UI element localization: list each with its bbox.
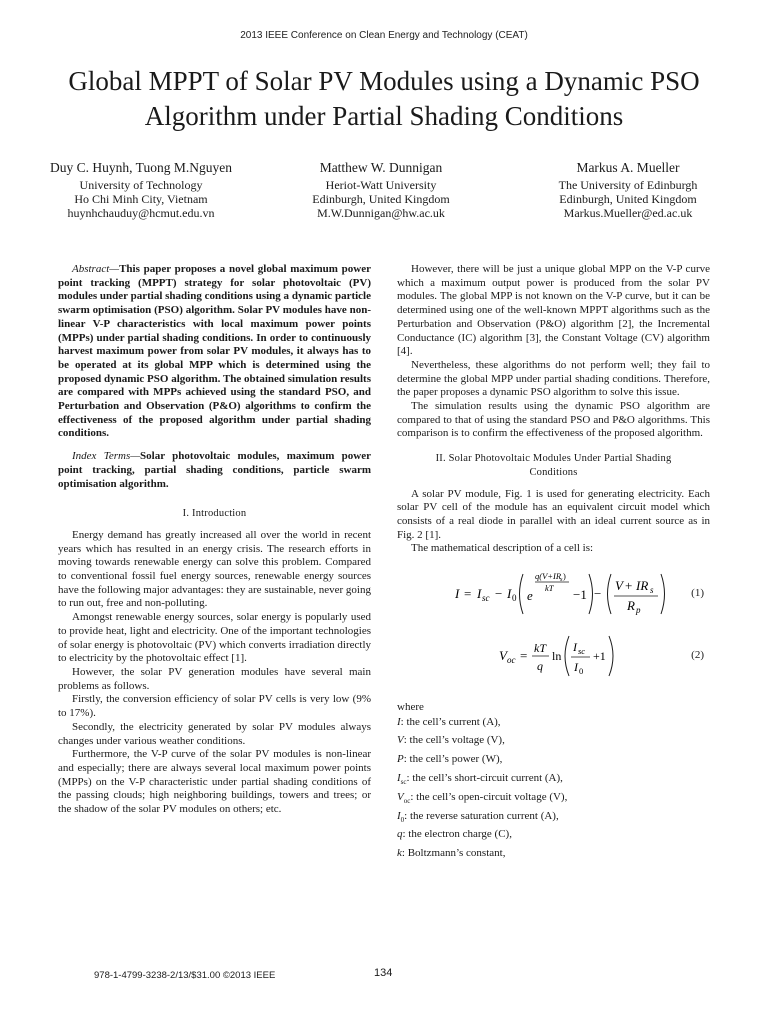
equation-1-formula xyxy=(455,566,725,624)
svg-text:sc: sc xyxy=(482,593,490,604)
body-paragraph: However, there will be just a unique global MPP on the V-P curve which a maximum output power is produced from the solar PV modules. The global MPP is not known on the V-P curve, but it can be determined using one of the well-known MPPT algorithms such as the Perturbation and Observation (P&O) algorithm [2], the Incremental Conductance (IC) algorithm [3], the Constant Voltage (CV) algorithm [4]. xyxy=(397,263,710,358)
right-column xyxy=(397,263,710,865)
intro-paragraph: However, the solar PV generation modules have several main problems as follows. xyxy=(58,665,371,692)
svg-text:IR: IR xyxy=(636,578,649,594)
left-column xyxy=(58,263,371,817)
symbol-definitions xyxy=(397,700,710,865)
equation-2-formula xyxy=(499,628,699,688)
svg-text:q(V+IR: q(V+IR xyxy=(535,571,562,582)
svg-text:−: − xyxy=(594,586,602,602)
svg-text:V: V xyxy=(615,578,623,594)
definition-item: k: Boltzmann’s constant, xyxy=(397,847,506,860)
svg-text:kT: kT xyxy=(534,641,546,656)
definition-item: q: the electron charge (C), xyxy=(397,828,512,841)
index-terms xyxy=(58,450,371,491)
intro-paragraph: Secondly, the electricity generated by solar PV modules always changes under various weather conditions. xyxy=(58,720,371,747)
body-paragraph: A solar PV module, Fig. 1 is used for generating electricity. Each solar PV cell of the module has an equivalent circuit model which consists of a real diode in parallel with an ideal current source as in Fig. 2 [1]. xyxy=(397,487,710,541)
definition-item: I: the cell’s current (A), xyxy=(397,715,501,728)
equation-2 xyxy=(397,628,710,688)
definition-item: V: the cell’s voltage (V), xyxy=(397,734,505,747)
intro-paragraph: Amongst renewable energy sources, solar energy is popularly used to provide heat, light and electricity. One of the important technologies of solar energy is photovoltaic (PV) which converts irradiation directly to electricity by the photovoltaic effect [1]. xyxy=(58,611,371,665)
author-email: Markus.Mueller@ed.ac.uk xyxy=(563,206,693,220)
page-number: 134 xyxy=(374,967,393,979)
svg-text:+1: +1 xyxy=(593,649,606,664)
author-affiliation: Heriot-Watt University xyxy=(325,178,437,192)
footer-isbn: 978-1-4799-3238-2/13/$31.00 ©2013 IEEE xyxy=(94,970,276,981)
section-heading-introduction: I. Introduction xyxy=(182,508,247,520)
author-name: Markus A. Mueller xyxy=(576,160,680,175)
author-name: Duy C. Huynh, Tuong M.Nguyen xyxy=(50,160,232,175)
svg-text:kT: kT xyxy=(545,583,554,594)
svg-text:=: = xyxy=(464,586,472,602)
intro-paragraph: Firstly, the conversion efficiency of solar PV cells is very low (9% to 17%). xyxy=(58,693,371,720)
conference-header: 2013 IEEE Conference on Clean Energy and Technology (CEAT) xyxy=(240,30,528,41)
svg-text:s: s xyxy=(650,585,654,596)
index-terms-text: Solar photovoltaic modules, maximum power point tracking, partial shading conditions, particle swarm optimisation algorithm. xyxy=(58,450,371,490)
svg-text:): ) xyxy=(563,571,566,582)
author-email: huynhchauduy@hcmut.edu.vn xyxy=(67,206,215,220)
section-heading-solar-pv: II. Solar Photovoltaic Modules Under Partial Shading Conditions xyxy=(435,453,672,478)
svg-text:I: I xyxy=(455,586,460,602)
svg-text:0: 0 xyxy=(579,666,584,677)
author-affiliation: University of Technology xyxy=(79,178,203,192)
svg-text:R: R xyxy=(627,598,635,614)
index-terms-label: Index Terms— xyxy=(72,450,141,463)
svg-text:sc: sc xyxy=(578,646,586,657)
svg-text:s: s xyxy=(560,576,563,584)
svg-text:I: I xyxy=(507,586,512,602)
definition-item: $V_{oc}$: the cell’s open-circuit voltage (V), xyxy=(397,790,568,805)
svg-text:+: + xyxy=(625,578,633,594)
equation-1-number: (1) xyxy=(691,587,704,600)
intro-paragraph: Furthermore, the V-P curve of the solar PV modules is non-linear and especially; there are always several local maximum power points (MPPs) on the V-P characteristic under partial shading conditions of the passing clouds; high neighboring buildings, towers and trees; or the shadow of the solar PV modules on others; etc. xyxy=(58,748,371,816)
author-block-1 xyxy=(36,161,246,220)
svg-text:oc: oc xyxy=(507,655,516,666)
svg-text:V: V xyxy=(499,648,507,664)
abstract-text: This paper proposes a novel global maximum power point tracking (MPPT) strategy for solar photovoltaic (PV) modules under partial shading conditions using a dynamic particle swarm optimisation (PSO) algorithm. Solar PV modules have non-linear V-P characteristics with local maximum power points (MPPs) under partial shading conditions. In order to continuously harvest maximum power from solar PV modules, it always has to be operated at its global MPP which is determined using the proposed dynamic PSO algorithm. The obtained simulation results are compared with MPPs achieved using the standard PSO, and Perturbation and Observation (P&O) algorithms to confirm the effectiveness of the proposed algorithm under partial shading conditions. xyxy=(58,263,371,440)
svg-text:−: − xyxy=(495,586,503,602)
abstract-label: Abstract— xyxy=(72,263,120,275)
abstract xyxy=(58,263,371,441)
author-location: Ho Chi Minh City, Vietnam xyxy=(74,192,208,206)
paper-title: Global MPPT of Solar PV Modules using a Dynamic PSO Algorithm under Partial Shading Conditions xyxy=(68,66,700,131)
where-label: where xyxy=(397,701,424,714)
author-block-3 xyxy=(528,161,728,220)
definition-item: $I_{sc}$: the cell’s short-circuit current (A), xyxy=(397,772,563,787)
definition-item: $I_0$: the reverse saturation current (A), xyxy=(397,809,559,824)
definition-item: P: the cell’s power (W), xyxy=(397,753,503,766)
intro-paragraph: Energy demand has greatly increased all over the world in recent years which has resulted in an energy crisis. The research efforts in moving towards renewable energy can solve this problem. Compared to conventional fossil fuel energy sources, renewable energy sources have the following major advantages: they are sustainable, never going to run out, free and non-polluting. xyxy=(58,528,371,610)
svg-text:I: I xyxy=(574,660,578,675)
author-block-2 xyxy=(281,161,481,220)
svg-text:0: 0 xyxy=(512,593,517,604)
body-paragraph: Nevertheless, these algorithms do not perform well; they fail to determine the global MPP under partial shading conditions. Therefore, the paper proposes a dynamic PSO algorithm to solve this issue. xyxy=(397,358,710,399)
body-paragraph: The simulation results using the dynamic PSO algorithm are compared to that of using the standard PSO and P&O algorithms. This comparison is to confirm the effectiveness of the proposed algorithm. xyxy=(397,400,710,440)
svg-text:e: e xyxy=(527,588,533,604)
svg-text:I: I xyxy=(573,640,577,655)
svg-text:ln: ln xyxy=(552,649,562,664)
author-name: Matthew W. Dunnigan xyxy=(319,160,443,175)
svg-text:−1: −1 xyxy=(573,587,587,603)
author-location: Edinburgh, United Kingdom xyxy=(312,192,450,206)
body-paragraph: The mathematical description of a cell is: xyxy=(411,542,594,555)
equation-2-number: (2) xyxy=(691,649,704,662)
svg-text:I: I xyxy=(477,586,482,602)
equation-1 xyxy=(397,566,710,624)
author-affiliation: The University of Edinburgh xyxy=(558,178,698,192)
svg-text:q: q xyxy=(537,659,543,674)
author-email: M.W.Dunnigan@hw.ac.uk xyxy=(317,206,445,220)
svg-text:=: = xyxy=(520,648,528,664)
author-location: Edinburgh, United Kingdom xyxy=(559,192,697,206)
svg-text:p: p xyxy=(636,605,641,616)
